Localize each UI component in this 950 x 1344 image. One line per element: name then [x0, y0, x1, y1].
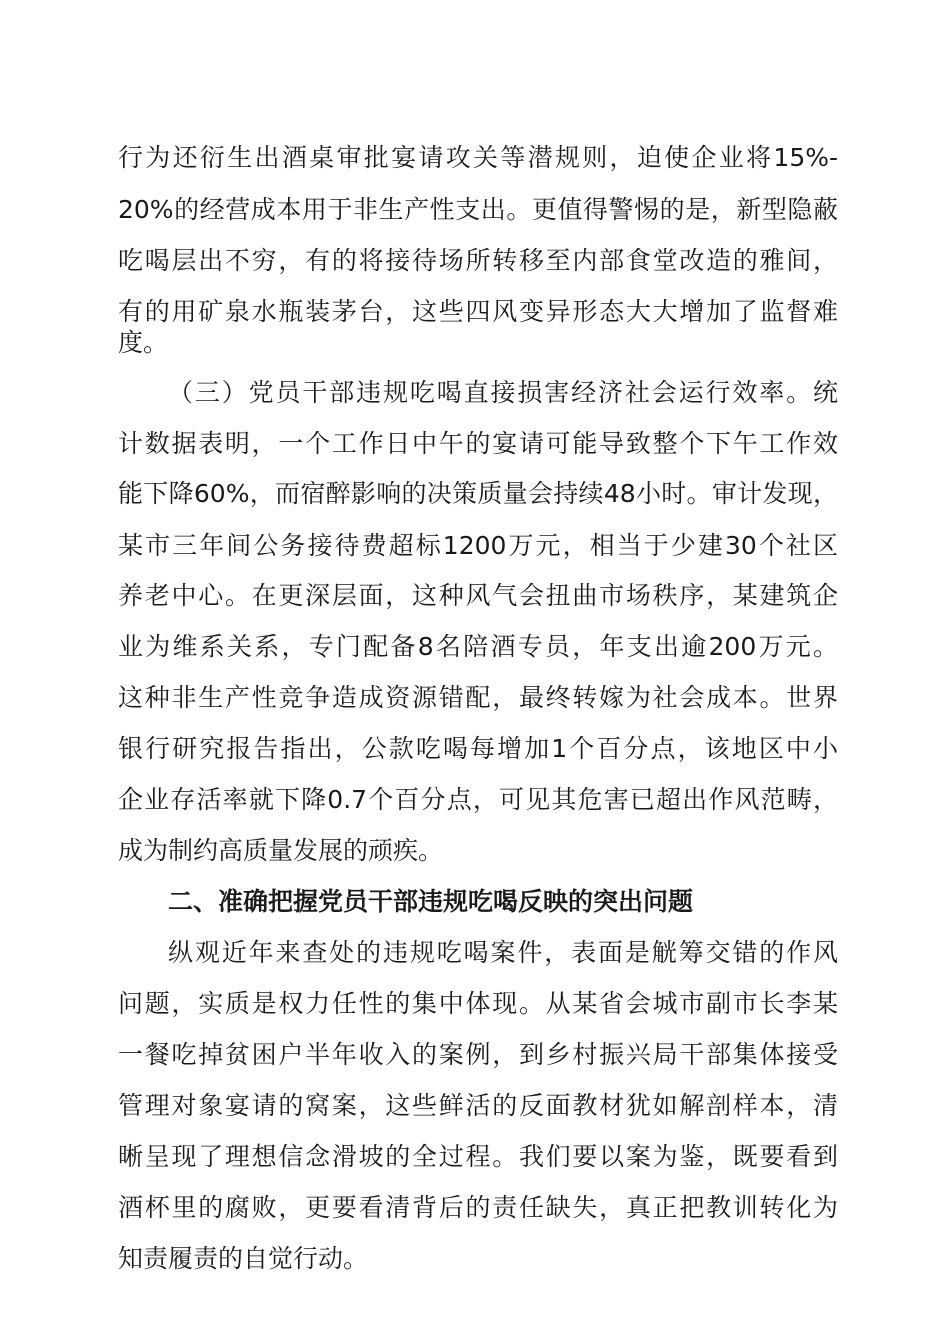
paragraph-line: 知责履责的自觉行动。 [118, 1244, 369, 1273]
section-heading: 二、准确把握党员干部违规吃喝反映的突出问题 [168, 887, 694, 916]
paragraph-line: 能下降60%，而宿醉影响的决策质量会持续48小时。审计发现， [118, 479, 838, 508]
paragraph-line: 吃喝层出不穷，有的将接待场所转移至内部食堂改造的雅间， [118, 246, 838, 275]
paragraph-line: 这种非生产性竞争造成资源错配，最终转嫁为社会成本。世界 [118, 683, 838, 712]
paragraph-line: 业为维系关系，专门配备8名陪酒专员，年支出逾200万元。 [118, 632, 838, 661]
paragraph-line: 晰呈现了理想信念滑坡的全过程。我们要以案为鉴，既要看到 [118, 1142, 838, 1171]
paragraph-line: 有的用矿泉水瓶装茅台，这些四风变异形态大大增加了监督难 [118, 297, 838, 326]
paragraph-line: 一餐吃掉贫困户半年收入的案例，到乡村振兴局干部集体接受 [118, 1040, 838, 1069]
paragraph-line: 20%的经营成本用于非生产性支出。更值得警惕的是，新型隐蔽 [118, 195, 838, 224]
paragraph-line: 某市三年间公务接待费超标1200万元，相当于少建30个社区 [118, 531, 838, 560]
paragraph-line: 酒杯里的腐败，更要看清背后的责任缺失，真正把教训转化为 [118, 1193, 838, 1222]
paragraph-line: 度。 [118, 328, 169, 357]
paragraph-line: 管理对象宴请的窝案，这些鲜活的反面教材犹如解剖样本，清 [118, 1091, 838, 1120]
paragraph-line: 纵观近年来查处的违规吃喝案件，表面是觥筹交错的作风 [168, 938, 838, 967]
paragraph-line: 养老中心。在更深层面，这种风气会扭曲市场秩序，某建筑企 [118, 581, 838, 610]
paragraph-line: 问题，实质是权力任性的集中体现。从某省会城市副市长李某 [118, 989, 838, 1018]
paragraph-line: 成为制约高质量发展的顽疾。 [118, 836, 444, 865]
subsection-heading-line: （三）党员干部违规吃喝直接损害经济社会运行效率。统 [168, 378, 838, 407]
paragraph-line: 银行研究报告指出，公款吃喝每增加1个百分点，该地区中小 [118, 734, 838, 763]
paragraph-line: 行为还衍生出酒桌审批宴请攻关等潜规则，迫使企业将15%- [118, 143, 838, 172]
paragraph-line: 计数据表明，一个工作日中午的宴请可能导致整个下午工作效 [118, 429, 838, 458]
paragraph-line: 企业存活率就下降0.7个百分点，可见其危害已超出作风范畴， [118, 785, 838, 814]
